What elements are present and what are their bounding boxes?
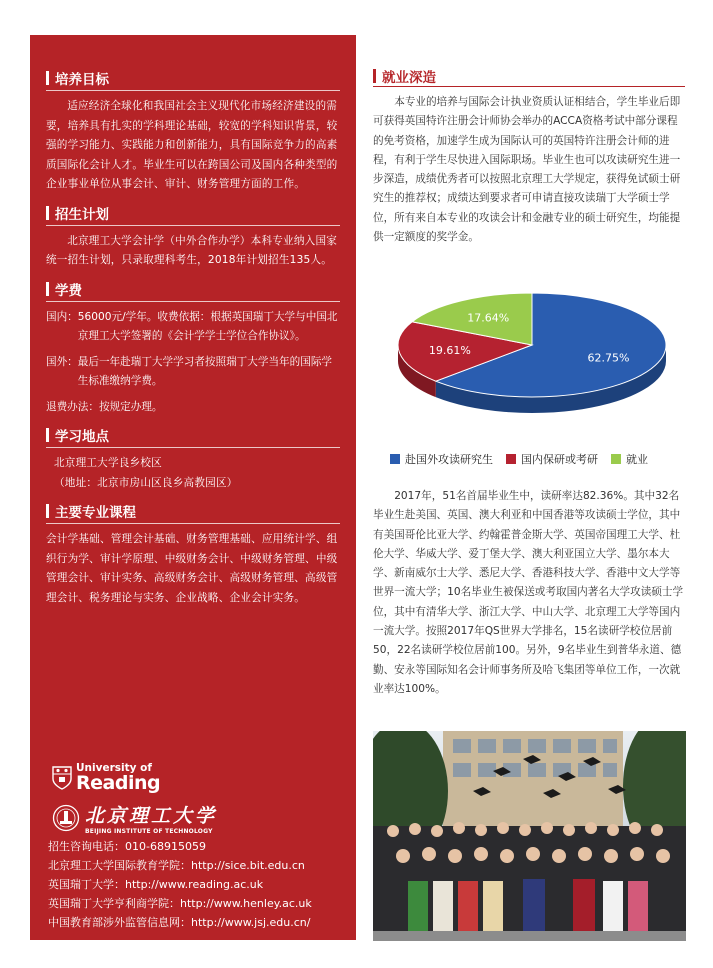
reading-logo-name: Reading xyxy=(76,771,161,794)
section-rule xyxy=(46,523,340,524)
section-title-location xyxy=(46,426,340,444)
section-rule xyxy=(373,86,685,87)
section-rule xyxy=(46,301,340,302)
graduation-photo-image xyxy=(373,731,686,941)
career-stats: 2017年，51名首届毕业生中，读研率达82.36%。其中32名毕业生赴美国、英国、澳大利亚和中国香港等攻读硕士学位，其中有美国哥伦比亚大学、约翰霍普金斯大学、英国帝国理工大学、杜伦大学、华威大学、爱丁堡大学、澳大利亚国立大学、墨尔本大学、新南威尔士大学、悉尼大学、香港科技大学、香港中文大学等世界一流大学；10名毕业生被保送或考取国内著名大学攻读硕士学位，其中有清华大学、浙江大学、中山大学、北京理工大学等国内一流大学。按照2017年QS世界大学排名，15名读研学校位居前50，22名读研学校位居前100。另外，9名毕业生到普华永道、德勤、安永等国际知名会计师事务所及哈飞集团等单位工作，一次就业率达100%。 xyxy=(373,490,684,695)
contact-phone: 招生咨询电话：010-68915059 xyxy=(48,840,206,853)
pie-slice-label: 19.61% xyxy=(428,343,471,357)
pie-slice-label: 17.64% xyxy=(467,311,510,325)
section-rule xyxy=(46,447,340,448)
section-bar xyxy=(373,69,376,83)
graduation-photo xyxy=(373,731,686,941)
section-title-goal xyxy=(46,69,340,87)
location-line2: （地址：北京市房山区良乡高教园区） xyxy=(54,476,238,489)
section-bar xyxy=(46,206,49,220)
legend-swatch xyxy=(506,454,516,464)
courses-title: 主要专业课程 xyxy=(55,505,136,521)
section-bar xyxy=(46,504,49,518)
pie-legend xyxy=(390,451,661,467)
section-rule xyxy=(46,225,340,226)
bit-logo-cn: 北京理工大学 xyxy=(85,804,218,827)
legend-swatch xyxy=(390,454,400,464)
section-title-enroll xyxy=(46,204,340,222)
fee-refund-label: 退费办法 xyxy=(46,400,89,413)
bit-emblem-icon xyxy=(52,804,80,832)
fee-domestic xyxy=(46,308,340,347)
reading-logo xyxy=(52,763,217,793)
legend-item xyxy=(390,451,493,467)
logos xyxy=(52,763,217,835)
location-line1: 北京理工大学良乡校区 xyxy=(54,457,162,469)
career-title: 就业深造 xyxy=(382,70,436,86)
bit-logo-en: BEIJING INSTITUTE OF TECHNOLOGY xyxy=(85,827,213,835)
bit-logo xyxy=(52,801,217,835)
fee-abroad-label: 国外： xyxy=(46,355,78,368)
fee-refund-text: ：按规定办理。 xyxy=(88,400,163,413)
pie-chart-svg xyxy=(386,285,686,435)
fee-domestic-label: 国内： xyxy=(46,310,78,323)
section-title-fee xyxy=(46,280,340,298)
fee-abroad-text: 最后一年赴瑞丁大学学习者按照瑞丁大学当年的国际学生标准缴纳学费。 xyxy=(77,355,333,387)
section-rule xyxy=(46,90,340,91)
section-title-career xyxy=(373,66,685,86)
legend-label: 国内保研或考研 xyxy=(521,453,598,466)
contact-henley[interactable]: 英国瑞丁大学亨利商学院：http://www.henley.ac.uk xyxy=(48,897,312,910)
fee-title: 学费 xyxy=(55,282,82,299)
legend-label: 赴国外攻读研究生 xyxy=(405,453,493,466)
fee-domestic-text: 56000元/学年。收费依据：根据英国瑞丁大学与中国北京理工大学签署的《会计学学士学位合作协议》。 xyxy=(77,310,338,342)
enroll-text: 北京理工大学会计学（中外合作办学）本科专业纳入国家统一招生计划，只录取理科考生，2018年计划招生135人。 xyxy=(46,234,338,266)
section-bar xyxy=(46,282,49,296)
left-panel xyxy=(30,35,356,940)
location-title: 学习地点 xyxy=(55,429,109,445)
legend-label: 就业 xyxy=(626,453,648,466)
reading-logo-top: University of xyxy=(76,762,152,774)
legend-item xyxy=(611,451,648,467)
contact-sice[interactable]: 北京理工大学国际教育学院：http://sice.bit.edu.cn xyxy=(48,859,305,872)
legend-item xyxy=(506,451,598,467)
goal-title: 培养目标 xyxy=(55,72,109,88)
contact-jsj[interactable]: 中国教育部涉外监管信息网：http://www.jsj.edu.cn/ xyxy=(48,916,311,929)
pie-slice-label: 62.75% xyxy=(587,351,630,365)
contacts xyxy=(48,837,312,932)
section-bar xyxy=(46,428,49,442)
pie-chart xyxy=(386,285,686,435)
legend-swatch xyxy=(611,454,621,464)
enroll-title: 招生计划 xyxy=(55,206,109,223)
section-title-courses xyxy=(46,502,340,520)
reading-crest-icon xyxy=(52,766,72,790)
courses-text: 会计学基础、管理会计基础、财务管理基础、应用统计学、组织行为学、审计学原理、中级财务会计、中级财务管理、中级管理会计、审计实务、高级财务会计、高级财务管理、高级管理会计、税务理论与实务、企业战略、企业会计实务。 xyxy=(46,533,338,604)
contact-reading[interactable]: 英国瑞丁大学：http://www.reading.ac.uk xyxy=(48,878,264,891)
career-intro: 本专业的培养与国际会计执业资质认证相结合，学生毕业后即可获得英国特许注册会计师协会举办的ACCA资格考试中部分课程的免考资格，加速学生成为国际认可的英国特许注册会计师的进程，有利于学生尽快进入国际职场。毕业生也可以攻读研究生进一步深造，成绩优秀者可以按照北京理工大学规定，获得免试硕士研究生的推荐权；成绩达到要求者可申请直接攻读瑞丁大学硕士学位，所有来自本专业的攻读会计和金融专业的硕士研究生，均能提供一定额度的奖学金。 xyxy=(373,96,681,244)
fee-refund xyxy=(46,398,340,418)
goal-text: 适应经济全球化和我国社会主义现代化市场经济建设的需要，培养具有扎实的学科理论基础，较宽的学科知识背景，较强的学习能力、实践能力和创新能力，具有国际竞争力的高素质国际化会计人才。毕业生可以在跨国公司及国内各种类型的企业事业单位从事会计、审计、财务管理方面的工作。 xyxy=(46,100,338,190)
fee-abroad xyxy=(46,353,340,392)
section-bar xyxy=(46,71,49,85)
